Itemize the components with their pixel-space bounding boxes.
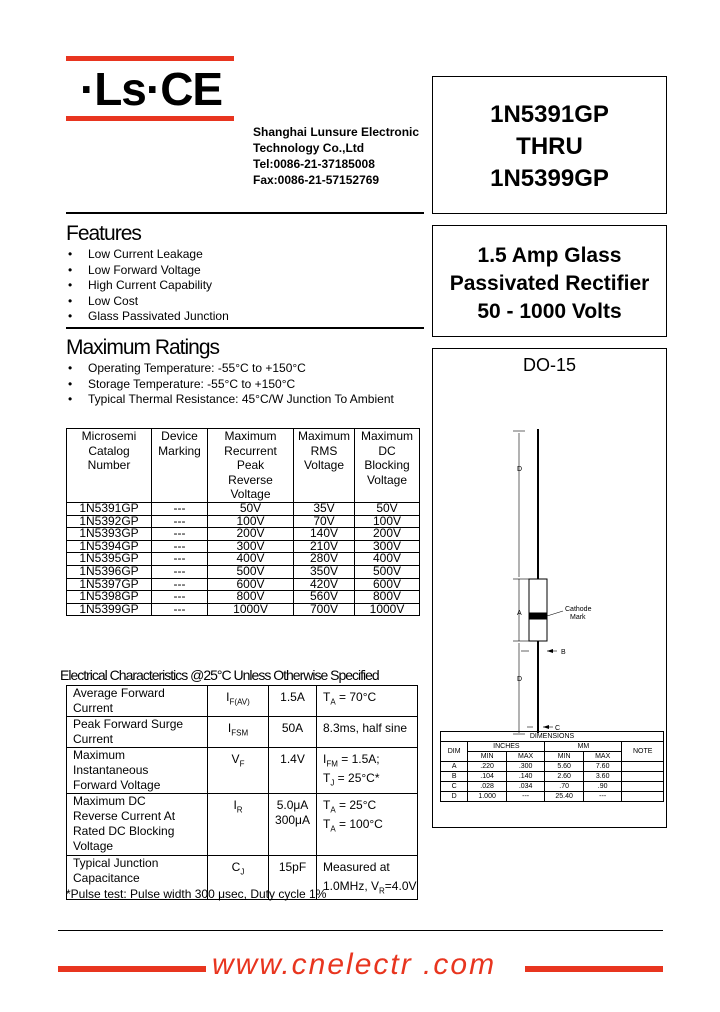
catalog-cell: --- <box>152 515 208 528</box>
part-number-box <box>432 76 667 214</box>
cathode-band <box>529 613 547 619</box>
condition-text: = 1.5A; <box>337 752 380 766</box>
label-cathode: Cathode <box>565 606 592 613</box>
feature-item: • High Current Capability <box>66 278 229 294</box>
catalog-cell: 50V <box>355 502 420 515</box>
catalog-cell: 1N5396GP <box>67 565 152 578</box>
catalog-cell: 1000V <box>355 603 420 616</box>
symbol-sub: J <box>240 867 245 877</box>
condition-text: T <box>323 771 331 786</box>
logo-top-bar <box>66 56 234 61</box>
diode-body <box>529 579 547 641</box>
value-text: 1.4V <box>280 752 305 766</box>
catalog-cell: 1N5391GP <box>67 502 152 515</box>
dim-header-min-in: MIN <box>468 752 507 762</box>
symbol-text: I <box>226 690 230 704</box>
dim-row <box>441 782 664 792</box>
electrical-table <box>66 685 418 900</box>
catalog-cell: 1N5398GP <box>67 591 152 604</box>
footer-bar-left <box>58 966 206 972</box>
dim-header-min-mm: MIN <box>545 752 584 762</box>
dim-cell: 3.60 <box>583 772 622 782</box>
part-number-thru: THRU <box>516 133 583 160</box>
parameter-cell: Average Forward Current <box>67 686 208 717</box>
catalog-cell: 140V <box>294 528 355 541</box>
electrical-heading: Electrical Characteristics @25°C Unless Otherwise Specified <box>60 667 379 683</box>
dimensions-table <box>440 731 664 802</box>
catalog-cell: 1N5393GP <box>67 528 152 541</box>
catalog-cell: 280V <box>294 553 355 566</box>
symbol-sub: F <box>239 759 245 769</box>
symbol-text: I <box>227 721 232 735</box>
value-text: 300μA <box>275 813 310 827</box>
symbol-sub: R <box>236 805 243 815</box>
condition-text: T <box>323 798 331 812</box>
symbol-text: C <box>231 860 241 874</box>
label-mark: Mark <box>570 614 586 621</box>
company-name-2: Technology Co.,Ltd <box>253 141 365 155</box>
condition-text: = 25°C* <box>334 771 380 786</box>
website-link[interactable]: www.cnelectr .com <box>212 948 497 981</box>
catalog-cell: --- <box>152 553 208 566</box>
company-logo: ·Ls·CE <box>79 63 223 115</box>
catalog-cell: 35V <box>294 502 355 515</box>
dim-cell: .220 <box>468 762 507 772</box>
condition-sub: A <box>330 805 336 815</box>
description-line-1: 1.5 Amp Glass <box>477 244 622 267</box>
catalog-header-number: Microsemi Catalog Number <box>67 429 152 503</box>
catalog-cell: 50V <box>208 502 294 515</box>
dim-header-max-mm: MAX <box>583 752 622 762</box>
catalog-cell: 1N5392GP <box>67 515 152 528</box>
catalog-table <box>66 428 420 616</box>
value-cell <box>269 794 317 856</box>
part-number-from: 1N5391GP <box>490 101 609 128</box>
catalog-cell: 1N5397GP <box>67 578 152 591</box>
catalog-body <box>67 502 420 615</box>
features-top-rule <box>66 212 424 214</box>
catalog-header-vdc: Maximum DC Blocking Voltage <box>355 429 420 503</box>
dim-cell: .300 <box>506 762 545 772</box>
dim-cell: .028 <box>468 782 507 792</box>
catalog-cell: 200V <box>355 528 420 541</box>
parameter-cell: Maximum DC Reverse Current At Rated DC Blocking Voltage <box>67 794 208 856</box>
condition-cell <box>317 686 418 717</box>
company-fax: Fax:0086-21-57152769 <box>253 173 380 187</box>
dim-cell: 1.000 <box>468 792 507 802</box>
condition-sub: A <box>330 824 336 834</box>
label-b: B <box>561 649 566 656</box>
label-c: C <box>555 725 561 732</box>
dim-cell: D <box>441 792 468 802</box>
value-text: 15pF <box>278 860 307 874</box>
dim-header-note: NOTE <box>622 742 664 762</box>
dim-cell <box>622 782 664 792</box>
catalog-cell: 1N5399GP <box>67 603 152 616</box>
condition-cell <box>317 856 418 900</box>
catalog-row <box>67 603 420 616</box>
catalog-cell: 700V <box>294 603 355 616</box>
condition-text: =4.0V <box>384 879 417 894</box>
value-text: 50A <box>281 721 304 735</box>
dim-cell: --- <box>583 792 622 802</box>
description-line-2: Passivated Rectifier <box>449 272 650 295</box>
feature-item: • Low Forward Voltage <box>66 263 229 279</box>
condition-text: = 70°C <box>335 690 377 704</box>
condition-cell <box>317 794 418 856</box>
catalog-cell: 420V <box>294 578 355 591</box>
company-tel: Tel:0086-21-37185008 <box>253 157 375 171</box>
dim-cell: C <box>441 782 468 792</box>
catalog-cell: 800V <box>355 591 420 604</box>
dim-header-dim: DIM <box>441 742 468 762</box>
ratings-heading: Maximum Ratings <box>66 336 220 359</box>
feature-item: • Glass Passivated Junction <box>66 309 229 325</box>
symbol-cell <box>208 717 269 748</box>
condition-sub: J <box>330 778 335 788</box>
dim-cell: 2.60 <box>545 772 584 782</box>
feature-item: • Low Cost <box>66 294 229 310</box>
value-cell <box>269 686 317 717</box>
condition-cell <box>317 717 418 748</box>
catalog-cell: 350V <box>294 565 355 578</box>
dim-row <box>441 792 664 802</box>
ratings-list <box>66 361 394 408</box>
symbol-cell <box>208 748 269 794</box>
condition-text: 1.0MHz, V <box>323 879 380 894</box>
condition-text: = 25°C <box>335 798 377 812</box>
catalog-cell: 560V <box>294 591 355 604</box>
value-cell <box>269 748 317 794</box>
catalog-cell: 300V <box>208 540 294 553</box>
dim-header-mm: MM <box>545 742 622 752</box>
catalog-cell: 600V <box>355 578 420 591</box>
condition-text: 8.3ms, half sine <box>323 721 408 735</box>
value-text: 1.5A <box>280 690 305 704</box>
catalog-cell: 800V <box>208 591 294 604</box>
dim-cell: 7.60 <box>583 762 622 772</box>
catalog-cell: 100V <box>355 515 420 528</box>
electrical-body <box>67 686 418 900</box>
dim-row <box>441 772 664 782</box>
rating-item: • Storage Temperature: -55°C to +150°C <box>66 377 394 393</box>
value-cell <box>269 717 317 748</box>
parameter-cell: Typical Junction Capacitance <box>67 856 208 900</box>
dim-cell: B <box>441 772 468 782</box>
parameter-cell: Maximum Instantaneous Forward Voltage <box>67 748 208 794</box>
catalog-cell: 500V <box>208 565 294 578</box>
condition-sub: A <box>330 697 336 707</box>
condition-sub: FM <box>326 759 338 769</box>
cathode-pointer <box>547 611 563 616</box>
electrical-row <box>67 686 418 717</box>
product-description-box <box>432 225 667 337</box>
dim-cell: .034 <box>506 782 545 792</box>
footer-rule <box>58 930 663 931</box>
package-drawing <box>433 419 666 739</box>
catalog-cell: --- <box>152 528 208 541</box>
electrical-row <box>67 794 418 856</box>
catalog-cell: 300V <box>355 540 420 553</box>
catalog-cell: 400V <box>355 553 420 566</box>
dim-header-inches: INCHES <box>468 742 545 752</box>
dim-cell <box>622 762 664 772</box>
dim-header-max-in: MAX <box>506 752 545 762</box>
catalog-cell: 500V <box>355 565 420 578</box>
description-line-3: 50 - 1000 Volts <box>477 300 622 323</box>
features-heading: Features <box>66 222 141 245</box>
symbol-text: V <box>231 752 240 766</box>
logo-bottom-bar <box>66 116 234 121</box>
catalog-cell: --- <box>152 565 208 578</box>
label-d-bottom: D <box>517 676 523 683</box>
label-a: A <box>517 610 522 617</box>
catalog-cell: --- <box>152 502 208 515</box>
catalog-cell: 210V <box>294 540 355 553</box>
dimensions-title: DIMENSIONS <box>441 732 664 742</box>
catalog-cell: --- <box>152 540 208 553</box>
pulse-test-note: *Pulse test: Pulse width 300 μsec, Duty cycle 1% <box>66 887 327 901</box>
catalog-header-vrrm: Maximum Recurrent Peak Reverse Voltage <box>208 429 294 503</box>
rating-item: • Typical Thermal Resistance: 45°C/W Junction To Ambient <box>66 392 394 408</box>
condition-text: Measured at <box>323 860 390 874</box>
ratings-top-rule <box>66 327 424 329</box>
dim-cell: A <box>441 762 468 772</box>
symbol-sub: F(AV) <box>229 697 250 707</box>
company-info <box>253 124 419 188</box>
symbol-cell <box>208 794 269 856</box>
dim-cell <box>622 792 664 802</box>
catalog-cell: 400V <box>208 553 294 566</box>
catalog-cell: 1N5394GP <box>67 540 152 553</box>
catalog-cell: --- <box>152 591 208 604</box>
catalog-cell: 100V <box>208 515 294 528</box>
catalog-cell: 200V <box>208 528 294 541</box>
dim-cell: .70 <box>545 782 584 792</box>
symbol-text: I <box>233 798 237 812</box>
electrical-row <box>67 717 418 748</box>
condition-text: T <box>323 690 331 704</box>
symbol-cell <box>208 686 269 717</box>
dim-cell: .140 <box>506 772 545 782</box>
condition-text: T <box>323 817 331 832</box>
rating-item: • Operating Temperature: -55°C to +150°C <box>66 361 394 377</box>
catalog-header-vrms: Maximum RMS Voltage <box>294 429 355 503</box>
footer-bar-right <box>525 966 663 972</box>
dim-cell: 25.40 <box>545 792 584 802</box>
dim-row <box>441 762 664 772</box>
dim-cell <box>622 772 664 782</box>
company-name-1: Shanghai Lunsure Electronic <box>253 125 420 139</box>
catalog-cell: --- <box>152 578 208 591</box>
features-list <box>66 247 229 325</box>
condition-text: I <box>323 752 327 766</box>
package-name: DO-15 <box>522 355 576 375</box>
catalog-cell: 1000V <box>208 603 294 616</box>
dim-cell: .90 <box>583 782 622 792</box>
value-text: 5.0μA <box>276 798 309 812</box>
part-number-to: 1N5399GP <box>490 165 609 192</box>
feature-item: • Low Current Leakage <box>66 247 229 263</box>
parameter-cell: Peak Forward Surge Current <box>67 717 208 748</box>
dim-cell: .104 <box>468 772 507 782</box>
catalog-cell: 70V <box>294 515 355 528</box>
catalog-header-marking: Device Marking <box>152 429 208 503</box>
dim-cell: --- <box>506 792 545 802</box>
electrical-row <box>67 748 418 794</box>
catalog-cell: --- <box>152 603 208 616</box>
label-d-top: D <box>517 466 523 473</box>
condition-text: = 100°C <box>335 817 383 832</box>
condition-sub: R <box>379 886 385 896</box>
condition-cell <box>317 748 418 794</box>
dim-cell: 5.60 <box>545 762 584 772</box>
catalog-cell: 600V <box>208 578 294 591</box>
catalog-cell: 1N5395GP <box>67 553 152 566</box>
symbol-sub: FSM <box>231 728 249 738</box>
